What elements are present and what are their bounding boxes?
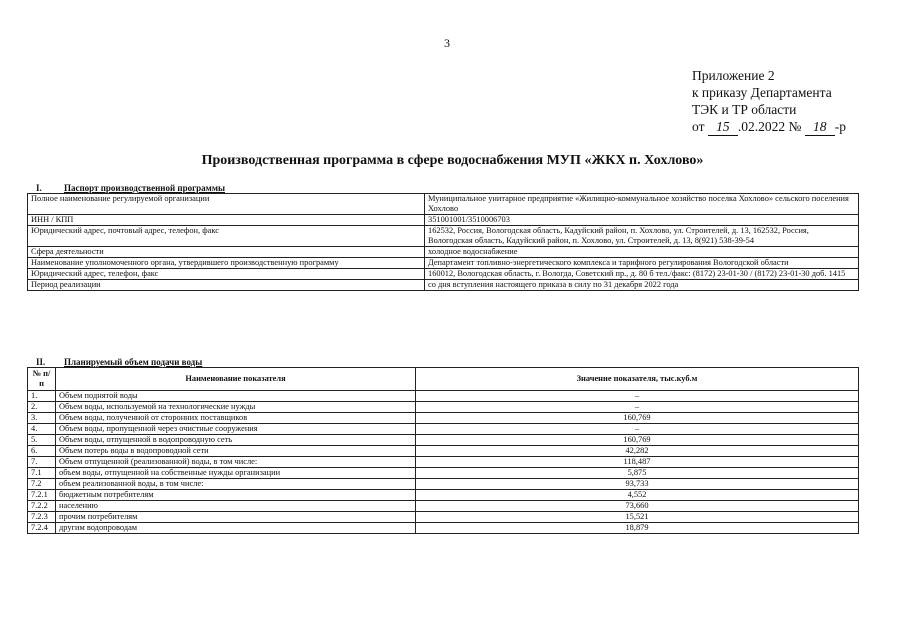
passport-label: Юридический адрес, почтовый адрес, телефон, факс xyxy=(28,226,425,247)
row-indicator-name: Объем воды, пропущенной через очистные сооружения xyxy=(56,424,416,435)
page-number: 3 xyxy=(444,36,450,50)
passport-row xyxy=(28,247,859,258)
date-prefix: от xyxy=(692,119,705,134)
order-number: 18 xyxy=(805,118,835,136)
row-number: 7.2.4 xyxy=(28,523,56,534)
table-header-row xyxy=(28,368,859,391)
passport-value: Департамент топливно-энергетического комплекса и тарифного регулирования Вологодской области xyxy=(425,258,859,269)
passport-row xyxy=(28,258,859,269)
row-indicator-value: 118,487 xyxy=(416,457,859,468)
section-1-heading xyxy=(36,183,225,193)
row-number: 7.2 xyxy=(28,479,56,490)
passport-label: Сфера деятельности xyxy=(28,247,425,258)
table-row xyxy=(28,457,859,468)
passport-row xyxy=(28,269,859,280)
table-row xyxy=(28,402,859,413)
water-volume-table xyxy=(27,367,859,534)
passport-table xyxy=(27,193,859,291)
section-1-title: Паспорт производственной программы xyxy=(64,183,225,193)
order-suffix: -р xyxy=(834,119,846,134)
row-indicator-value: – xyxy=(416,391,859,402)
row-number: 7.2.3 xyxy=(28,512,56,523)
section-1-number: I. xyxy=(36,183,42,193)
row-number: 3. xyxy=(28,413,56,424)
passport-row xyxy=(28,215,859,226)
table-row xyxy=(28,479,859,490)
row-number: 7.2.2 xyxy=(28,501,56,512)
passport-label: Юридический адрес, телефон, факс xyxy=(28,269,425,280)
row-indicator-name: Объем потерь воды в водопроводной сети xyxy=(56,446,416,457)
passport-value: Муниципальное унитарное предприятие «Жилищно-коммунальное хозяйство поселка Хохлово» сельского поселения Хохлово xyxy=(425,194,859,215)
table-row xyxy=(28,424,859,435)
passport-label: Полное наименование регулируемой организации xyxy=(28,194,425,215)
passport-label: Наименование уполномоченного органа, утвердившего производственную программу xyxy=(28,258,425,269)
row-indicator-name: Объем отпущенной (реализованной) воды, в том числе: xyxy=(56,457,416,468)
row-number: 2. xyxy=(28,402,56,413)
row-indicator-value: – xyxy=(416,402,859,413)
passport-label: ИНН / КПП xyxy=(28,215,425,226)
table-row xyxy=(28,512,859,523)
row-indicator-name: Объем воды, полученной от сторонних поставщиков xyxy=(56,413,416,424)
table-row xyxy=(28,468,859,479)
appendix-line-1: Приложение 2 xyxy=(692,68,775,83)
column-header-value: Значение показателя, тыс.куб.м xyxy=(416,368,859,391)
column-header-number: № п/п xyxy=(28,368,56,391)
row-indicator-value: 93,733 xyxy=(416,479,859,490)
table-row xyxy=(28,501,859,512)
row-indicator-value: 18,879 xyxy=(416,523,859,534)
appendix-line-2: к приказу Департамента xyxy=(692,85,832,100)
passport-row xyxy=(28,280,859,291)
passport-value: 351001001/3510006703 xyxy=(425,215,859,226)
row-number: 1. xyxy=(28,391,56,402)
row-indicator-value: 5,875 xyxy=(416,468,859,479)
section-2-heading xyxy=(36,357,202,367)
row-indicator-name: бюджетным потребителям xyxy=(56,490,416,501)
passport-row xyxy=(28,226,859,247)
passport-row xyxy=(28,194,859,215)
appendix-block xyxy=(692,67,846,136)
row-indicator-value: 160,769 xyxy=(416,413,859,424)
row-indicator-name: населению xyxy=(56,501,416,512)
row-indicator-value: 42,282 xyxy=(416,446,859,457)
row-indicator-name: прочим потребителям xyxy=(56,512,416,523)
passport-value: со дня вступления настоящего приказа в силу по 31 декабря 2022 года xyxy=(425,280,859,291)
row-indicator-name: Объем воды, отпущенной в водопроводную сеть xyxy=(56,435,416,446)
document-title: Производственная программа в сфере водоснабжения МУП «ЖКХ п. Хохлово» xyxy=(201,153,704,168)
row-indicator-value: 4,552 xyxy=(416,490,859,501)
table-row xyxy=(28,523,859,534)
table-row xyxy=(28,413,859,424)
row-number: 7. xyxy=(28,457,56,468)
row-indicator-value: 160,769 xyxy=(416,435,859,446)
row-indicator-value: 73,660 xyxy=(416,501,859,512)
appendix-line-3: ТЭК и ТР области xyxy=(692,102,797,117)
passport-value: холодное водоснабжение xyxy=(425,247,859,258)
passport-label: Период реализации xyxy=(28,280,425,291)
row-indicator-name: другим водопроводам xyxy=(56,523,416,534)
section-2-title: Планируемый объем подачи воды xyxy=(64,357,203,367)
row-number: 5. xyxy=(28,435,56,446)
row-indicator-value: 15,521 xyxy=(416,512,859,523)
row-number: 4. xyxy=(28,424,56,435)
table-row xyxy=(28,391,859,402)
table-row xyxy=(28,490,859,501)
row-indicator-name: Объем воды, используемой на технологические нужды xyxy=(56,402,416,413)
passport-value: 162532, Россия, Вологодская область, Кадуйский район, п. Хохлово, ул. Строителей, д. 13, 162532, Россия, Вологодская область, Кадуйский район, п. Хохлово, ул. Строителей, д. 13, 8(921) 538-39-54 xyxy=(425,226,859,247)
row-indicator-value: – xyxy=(416,424,859,435)
row-indicator-name: Объем поднятой воды xyxy=(56,391,416,402)
passport-value: 160012, Вологодская область, г. Вологда, Советский пр., д. 80 б тел./факс: (8172) 23-01-30 / (8172) 23-01-30 доб. 1415 xyxy=(425,269,859,280)
row-number: 6. xyxy=(28,446,56,457)
column-header-name: Наименование показателя xyxy=(56,368,416,391)
row-number: 7.1 xyxy=(28,468,56,479)
section-2-number: II. xyxy=(36,357,46,367)
appendix-date-line xyxy=(692,118,846,136)
row-indicator-name: объем реализованной воды, в том числе: xyxy=(56,479,416,490)
table-row xyxy=(28,446,859,457)
date-rest: .02.2022 № xyxy=(737,119,802,134)
row-indicator-name: объем воды, отпущенной на собственные нужды организации xyxy=(56,468,416,479)
row-number: 7.2.1 xyxy=(28,490,56,501)
date-day: 15 xyxy=(708,118,738,136)
table-row xyxy=(28,435,859,446)
